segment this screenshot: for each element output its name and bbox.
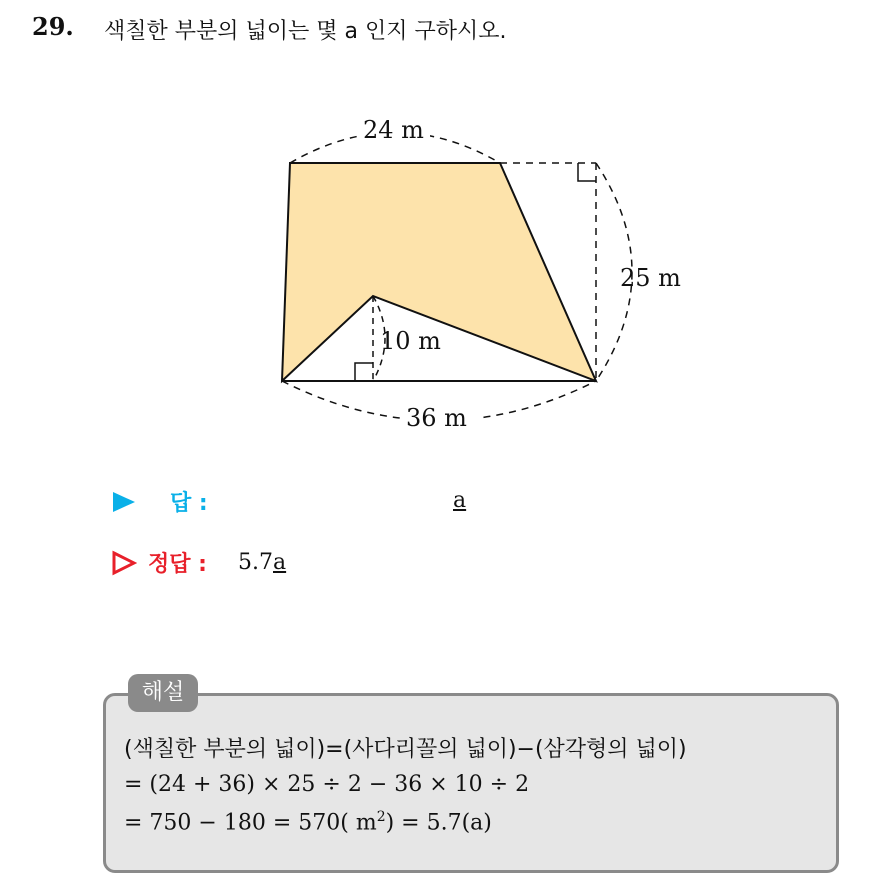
explanation-line-3-sup: 2	[376, 809, 386, 825]
right-angle-mark-top	[578, 163, 596, 181]
label-top: 24 m	[363, 116, 424, 144]
correct-value: 5.7	[238, 550, 273, 575]
answer-arrow-icon	[111, 490, 137, 514]
explanation-line-3	[124, 809, 492, 835]
label-bottom: 36 m	[406, 404, 467, 432]
explanation-line-2: = (24 + 36) × 25 ÷ 2 − 36 × 10 ÷ 2	[124, 772, 530, 797]
question-text: 색칠한 부분의 넓이는 몇 a 인지 구하시오.	[104, 19, 507, 44]
label-height: 10 m	[380, 327, 441, 355]
question-number: 29.	[32, 12, 74, 41]
explanation-tag: 해설	[128, 674, 198, 712]
label-right: 25 m	[620, 264, 681, 292]
explanation-line-3a: = 750 − 180 = 570( m	[124, 810, 377, 836]
correct-label: 정답 :	[148, 552, 207, 577]
correct-row	[148, 547, 207, 578]
answer-label: 답 :	[170, 491, 208, 516]
explanation-line-1: (색칠한 부분의 넓이)=(사다리꼴의 넓이)−(삼각형의 넓이)	[124, 737, 687, 762]
answer-unit: a	[453, 488, 467, 513]
answer-row	[170, 486, 208, 517]
correct-arrow-icon	[111, 550, 137, 576]
correct-unit: a	[273, 550, 287, 575]
explanation-line-3b: ) = 5.7(a)	[385, 810, 492, 836]
right-angle-mark-bottom	[355, 363, 373, 381]
